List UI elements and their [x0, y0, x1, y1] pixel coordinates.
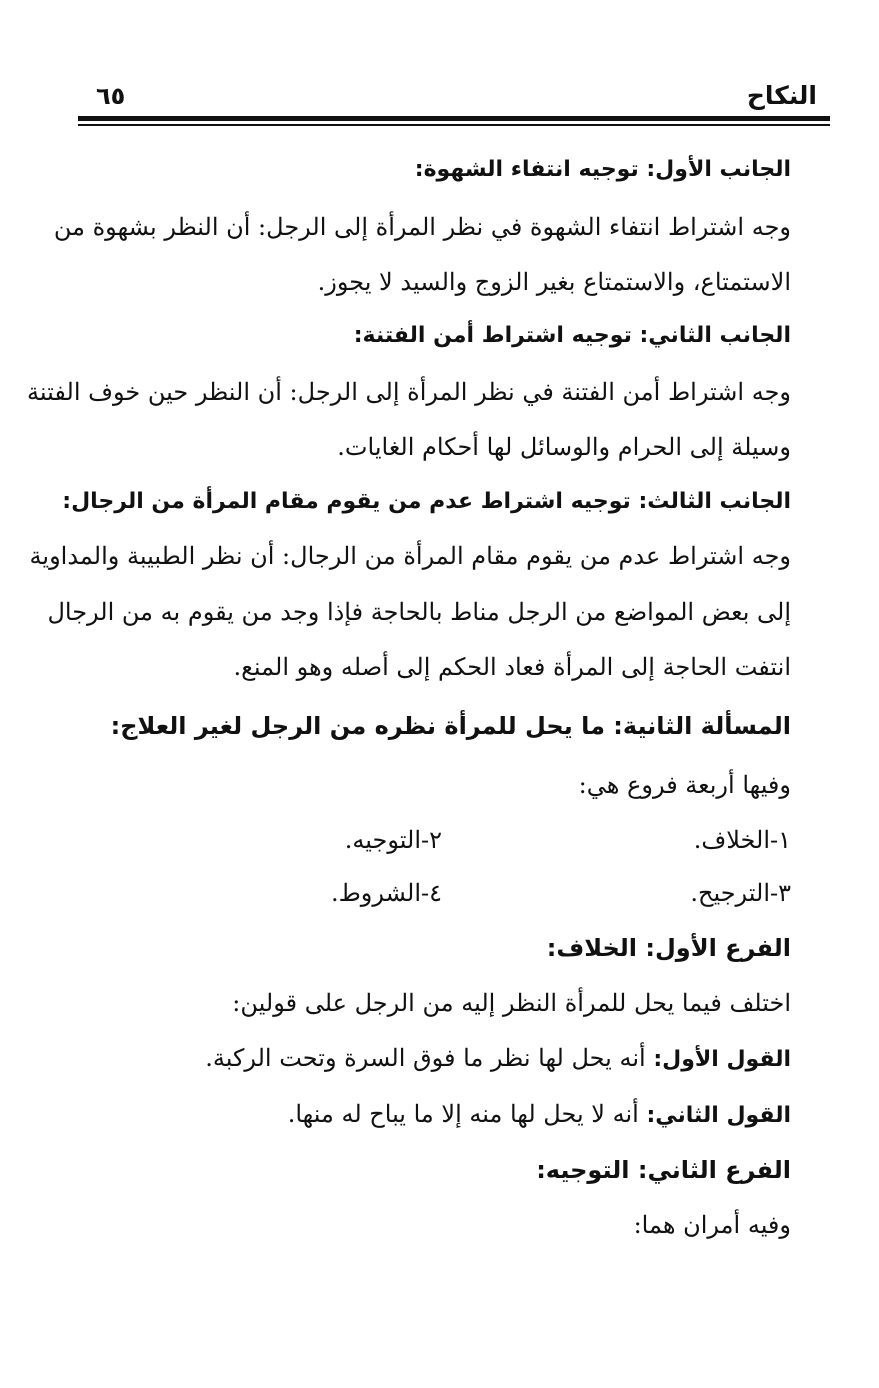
page-number: ٦٥ — [96, 82, 126, 110]
paragraph-2-line-1: وجه اشتراط أمن الفتنة في نظر المرأة إلى الرجل: أن النظر حين خوف الفتنة — [27, 378, 791, 406]
branch-item-2: ٢-التوجيه. — [344, 826, 442, 854]
paragraph-3-line-1: وجه اشتراط عدم من يقوم مقام المرأة من الرجال: أن نظر الطبيبة والمداوية — [29, 542, 791, 570]
heading-branch-1: الفرع الأول: الخلاف: — [546, 934, 791, 962]
paragraph-2-line-2: وسيلة إلى الحرام والوسائل لها أحكام الغايات. — [337, 433, 791, 461]
paragraph-1-line-1: وجه اشتراط انتفاء الشهوة في نظر المرأة إلى الرجل: أن النظر بشهوة من — [53, 213, 791, 241]
heading-issue-2: المسألة الثانية: ما يحل للمرأة نظره من الرجل لغير العلاج: — [110, 712, 791, 740]
header-rule-thin — [78, 124, 830, 126]
header-rule-thick — [78, 116, 830, 121]
branch-item-3: ٣-الترجيح. — [690, 879, 791, 907]
paragraph-1-line-2: الاستمتاع، والاستمتاع بغير الزوج والسيد لا يجوز. — [317, 268, 791, 296]
heading-aspect-1: الجانب الأول: توجيه انتفاء الشهوة: — [414, 157, 791, 182]
opinion-2-text: أنه لا يحل لها منه إلا ما يباح له منها. — [287, 1100, 639, 1128]
heading-aspect-3: الجانب الثالث: توجيه اشتراط عدم من يقوم مقام المرأة من الرجال: — [62, 489, 791, 514]
opinion-2-label: القول الثاني: — [646, 1103, 791, 1128]
running-title: النكاح — [746, 81, 817, 110]
branch-item-1: ١-الخلاف. — [693, 826, 791, 854]
branch-item-4: ٤-الشروط. — [330, 879, 442, 907]
opinion-2 — [288, 1094, 791, 1136]
heading-branch-2: الفرع الثاني: التوجيه: — [536, 1156, 791, 1184]
opinion-1-label: القول الأول: — [653, 1047, 791, 1072]
paragraph-3-line-3: انتفت الحاجة إلى المرأة فعاد الحكم إلى أصله وهو المنع. — [233, 653, 791, 681]
dispute-paragraph: اختلف فيما يحل للمرأة النظر إليه من الرجل على قولين: — [232, 989, 791, 1017]
paragraph-3-line-2: إلى بعض المواضع من الرجل مناط بالحاجة فإذا وجد من يقوم به من الرجال — [47, 598, 791, 626]
heading-aspect-2: الجانب الثاني: توجيه اشتراط أمن الفتنة: — [353, 323, 791, 348]
branches-intro: وفيها أربعة فروع هي: — [578, 771, 791, 799]
two-matters-intro: وفيه أمران هما: — [633, 1211, 791, 1239]
opinion-1 — [205, 1038, 791, 1080]
opinion-1-text: أنه يحل لها نظر ما فوق السرة وتحت الركبة. — [205, 1044, 646, 1072]
